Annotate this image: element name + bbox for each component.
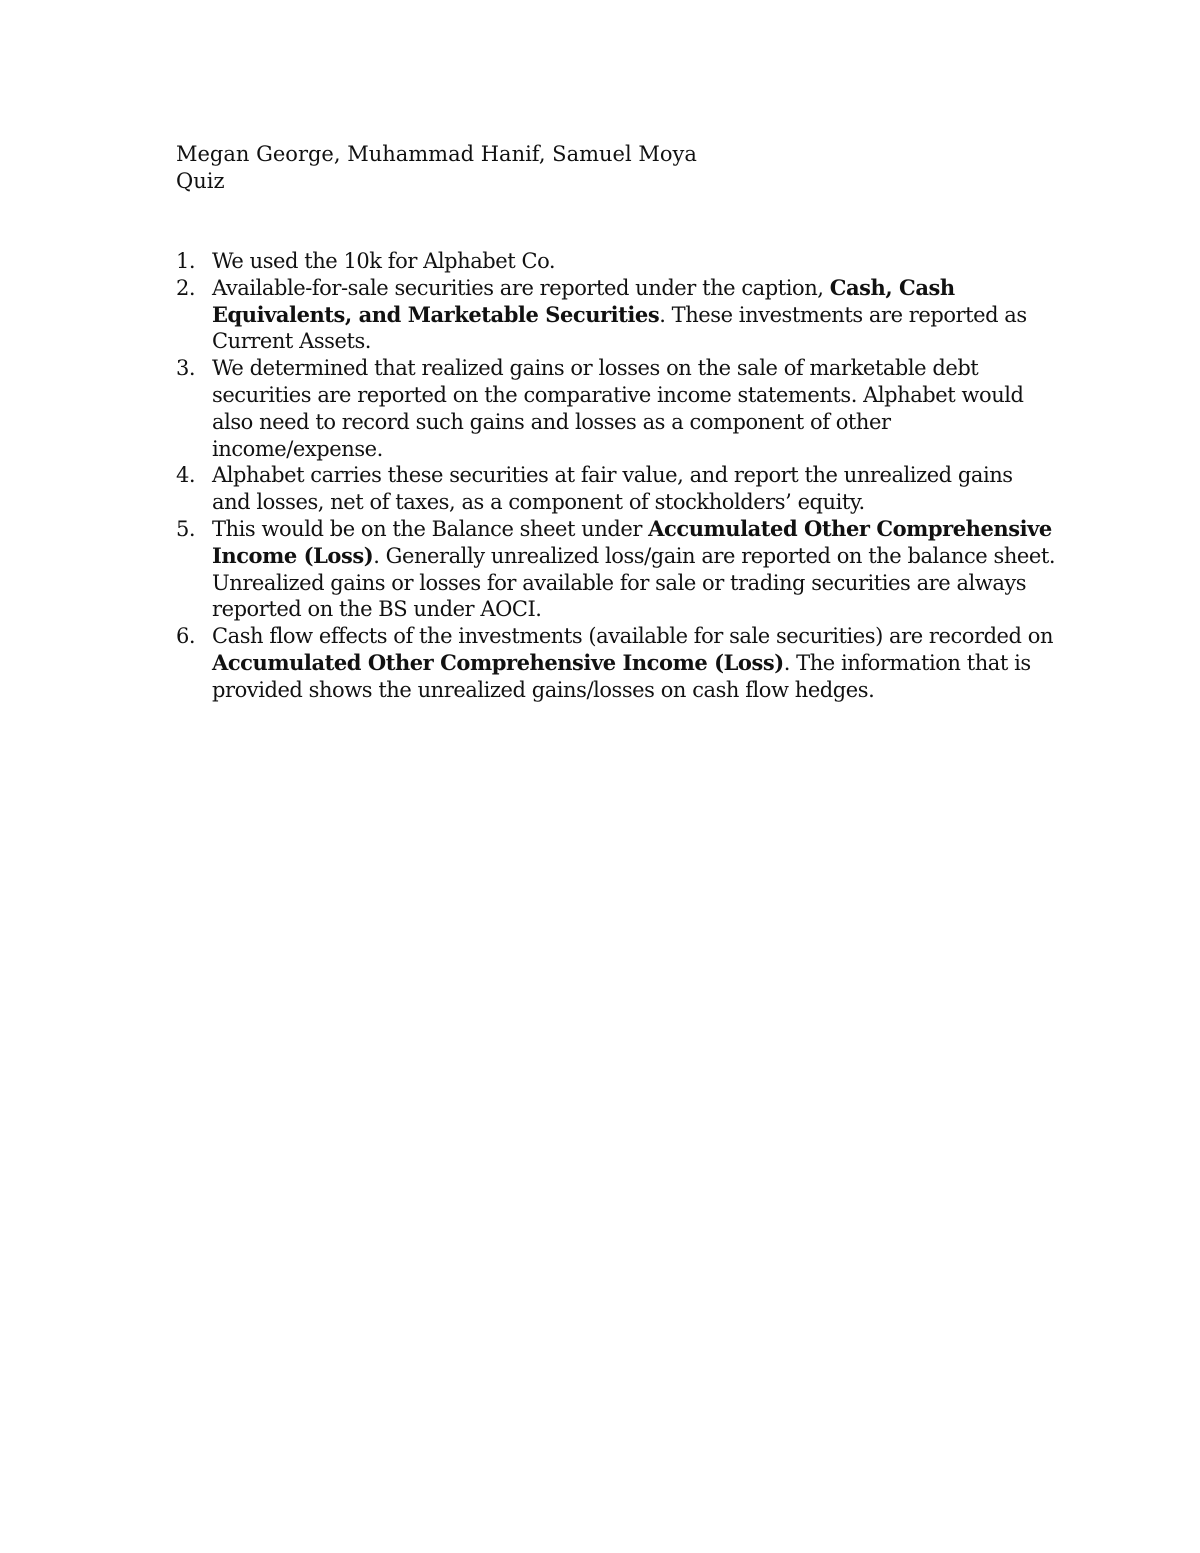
answer-text: We used the 10k for Alphabet Co. <box>212 249 556 273</box>
answer-text: Available-for-sale securities are reported under the caption, <box>212 275 830 300</box>
answer-text: This would be on the Balance sheet under <box>212 516 649 541</box>
list-number: 4. <box>176 463 196 488</box>
answer-text: We determined that realized gains or losses on the sale of marketable debt securities are reported on the comparative income statements. Alphabet would also need to record such gains and losses as a component of other income/expense. <box>212 356 1024 461</box>
answer-text: . These investments are reported as Current Assets. <box>212 302 1027 354</box>
list-number: 1. <box>176 249 196 273</box>
author-names: Megan George, Muhammad Hanif, Samuel Moya <box>176 142 697 166</box>
answer-item-5 <box>176 516 1056 623</box>
answer-item-2 <box>176 275 1056 355</box>
document-title: Quiz <box>176 169 225 193</box>
bold-caption: Cash, Cash Equivalents, and Marketable Securities <box>212 274 955 327</box>
answer-item-6 <box>176 623 1056 703</box>
answer-text: Alphabet carries these securities at fair value, and report the unrealized gains and losses, net of taxes, as a component of stockholders’ equity. <box>212 463 1013 515</box>
answer-item-3 <box>176 355 1056 462</box>
answer-item-1 <box>176 248 1056 275</box>
bold-caption: Accumulated Other Comprehensive Income (Loss) <box>212 649 784 675</box>
list-number: 5. <box>176 516 196 541</box>
document-header <box>176 141 1056 195</box>
answer-text: . The information that is provided shows the unrealized gains/losses on cash flow hedges. <box>212 650 1031 702</box>
answer-text: Cash flow effects of the investments (available for sale securities) are recorded on <box>212 624 1054 649</box>
bold-caption: Accumulated Other Comprehensive Income (Loss) <box>212 515 1052 568</box>
list-number: 6. <box>176 624 196 649</box>
list-number: 2. <box>176 275 196 300</box>
list-number: 3. <box>176 356 196 381</box>
answer-list <box>176 248 1056 704</box>
answer-text: . Generally unrealized loss/gain are reported on the balance sheet. Unrealized gains or losses for available for sale or trading securities are always reported on the BS under AOCI. <box>212 543 1056 622</box>
answer-item-4 <box>176 462 1056 516</box>
